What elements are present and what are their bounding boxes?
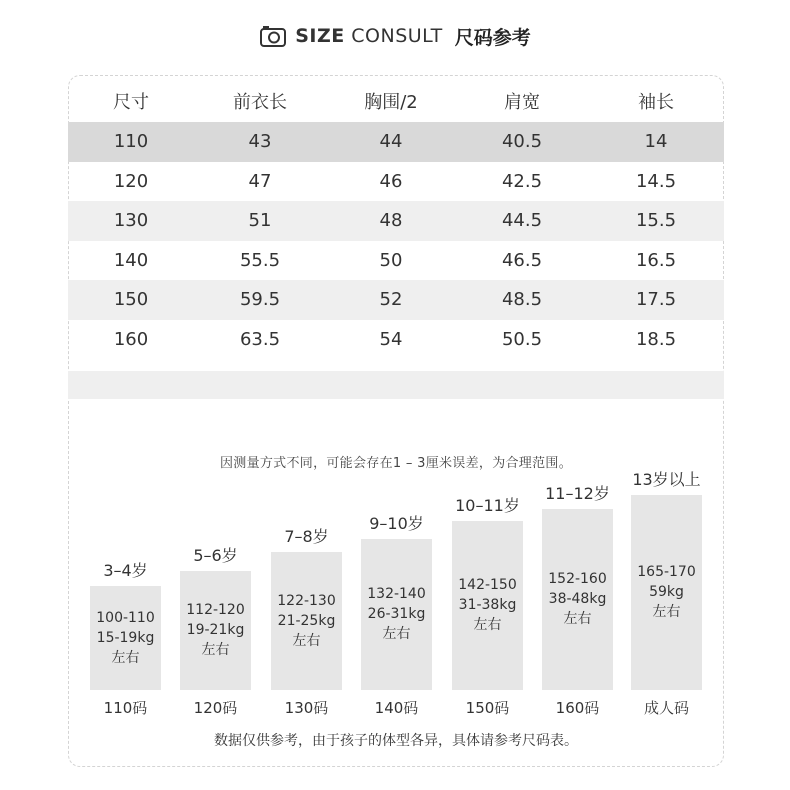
table-cell: 44 (379, 131, 403, 153)
approx-label: 左右 (473, 617, 502, 633)
table-cell: 54 (379, 328, 403, 350)
table-cell: 16.5 (635, 249, 677, 271)
table-cell: 110 (113, 131, 149, 153)
size-guide-bar (542, 509, 613, 690)
table-row (68, 241, 724, 281)
camera-icon (259, 24, 287, 48)
size-table (68, 80, 724, 399)
size-guide-item (271, 440, 342, 690)
table-cell: 55.5 (239, 249, 281, 271)
weight-range: 19-21kg (186, 622, 245, 638)
age-label: 11–12岁 (545, 484, 610, 503)
size-guide-bar (452, 521, 523, 690)
size-label: 130码 (284, 699, 329, 717)
size-label: 140码 (374, 699, 419, 717)
size-guide-item (542, 440, 613, 690)
table-cell: 43 (248, 131, 272, 153)
table-cell: 48 (379, 210, 403, 232)
table-cell: 120 (113, 170, 149, 192)
weight-range: 38-48kg (548, 591, 607, 607)
size-guide-bar (361, 539, 432, 690)
table-cell: 46.5 (501, 249, 543, 271)
table-cell: 50.5 (501, 328, 543, 350)
approx-label: 左右 (652, 604, 681, 620)
age-label: 10–11岁 (455, 496, 520, 515)
height-range: 112-120 (186, 602, 245, 618)
size-guide-bar (271, 552, 342, 690)
size-label: 120码 (193, 699, 238, 717)
column-header: 前衣长 (233, 92, 287, 113)
header-title: SIZE CONSULT (295, 25, 443, 47)
column-header: 尺寸 (113, 92, 149, 113)
column-header: 胸围/2 (364, 92, 418, 113)
age-label: 9–10岁 (369, 514, 424, 533)
approx-label: 左右 (382, 626, 411, 642)
table-cell: 40.5 (501, 131, 543, 153)
table-cell: 50 (379, 249, 403, 271)
table-cell: 160 (113, 328, 149, 350)
table-cell: 46 (379, 170, 403, 192)
table-cell: 59.5 (239, 289, 281, 311)
approx-label: 左右 (563, 611, 592, 627)
table-row (68, 280, 724, 320)
age-label: 5–6岁 (193, 546, 238, 565)
size-label: 110码 (103, 699, 148, 717)
column-header: 肩宽 (504, 92, 540, 113)
table-cell: 51 (248, 210, 272, 232)
size-guide-item (180, 440, 251, 690)
size-guide-bars (90, 470, 702, 720)
table-cell: 140 (113, 249, 149, 271)
weight-range: 15-19kg (96, 629, 155, 646)
weight-range: 31-38kg (458, 597, 517, 613)
size-guide-item (452, 440, 523, 690)
table-cell: 48.5 (501, 289, 543, 311)
table-cell: 63.5 (239, 328, 281, 350)
table-cell: 130 (113, 210, 149, 232)
size-guide-bar (631, 495, 702, 690)
table-cell: 42.5 (501, 170, 543, 192)
table-cell: 47 (248, 170, 272, 192)
height-range: 165-170 (637, 564, 696, 580)
table-cell: 18.5 (635, 328, 677, 350)
size-guide-item (631, 440, 702, 690)
height-range: 142-150 (458, 577, 517, 593)
height-range: 122-130 (277, 592, 336, 609)
table-row (68, 122, 724, 162)
size-guide-item (361, 440, 432, 690)
age-label: 13岁以上 (632, 470, 701, 489)
size-label: 150码 (465, 699, 510, 717)
table-row (68, 320, 724, 360)
table-row (68, 162, 724, 202)
size-label: 成人码 (643, 699, 689, 717)
table-cell: 150 (113, 289, 149, 311)
table-row (68, 201, 724, 241)
table-cell: 14.5 (635, 170, 677, 192)
size-label: 160码 (555, 699, 600, 717)
footer-disclaimer: 数据仅供参考，由于孩子的体型各异，具体请参考尺码表。 (214, 733, 578, 749)
table-spacer-row (68, 371, 724, 399)
approx-label: 左右 (111, 649, 140, 666)
table-cell: 14 (644, 131, 668, 153)
age-label: 7–8岁 (284, 527, 329, 546)
height-range: 152-160 (548, 571, 607, 587)
size-guide-bar (90, 586, 161, 690)
table-cell: 15.5 (635, 210, 677, 232)
weight-range: 59kg (649, 584, 684, 600)
height-range: 100-110 (96, 609, 155, 626)
page-header (0, 18, 790, 54)
age-label: 3–4岁 (103, 561, 148, 580)
table-cell: 44.5 (501, 210, 543, 232)
table-header-row (68, 80, 724, 122)
header-title-cn: 尺码参考 (454, 26, 531, 49)
size-guide-item (90, 440, 161, 690)
measurement-note: 因测量方式不同，可能会存在1 – 3厘米误差，为合理范围。 (219, 456, 572, 471)
size-guide-bar (180, 571, 251, 690)
height-range: 132-140 (367, 586, 426, 602)
weight-range: 21-25kg (277, 612, 336, 629)
table-cell: 17.5 (635, 289, 677, 311)
table-cell: 52 (379, 289, 403, 311)
approx-label: 左右 (292, 632, 321, 649)
approx-label: 左右 (201, 642, 230, 658)
column-header: 袖长 (638, 92, 674, 113)
weight-range: 26-31kg (367, 606, 426, 622)
